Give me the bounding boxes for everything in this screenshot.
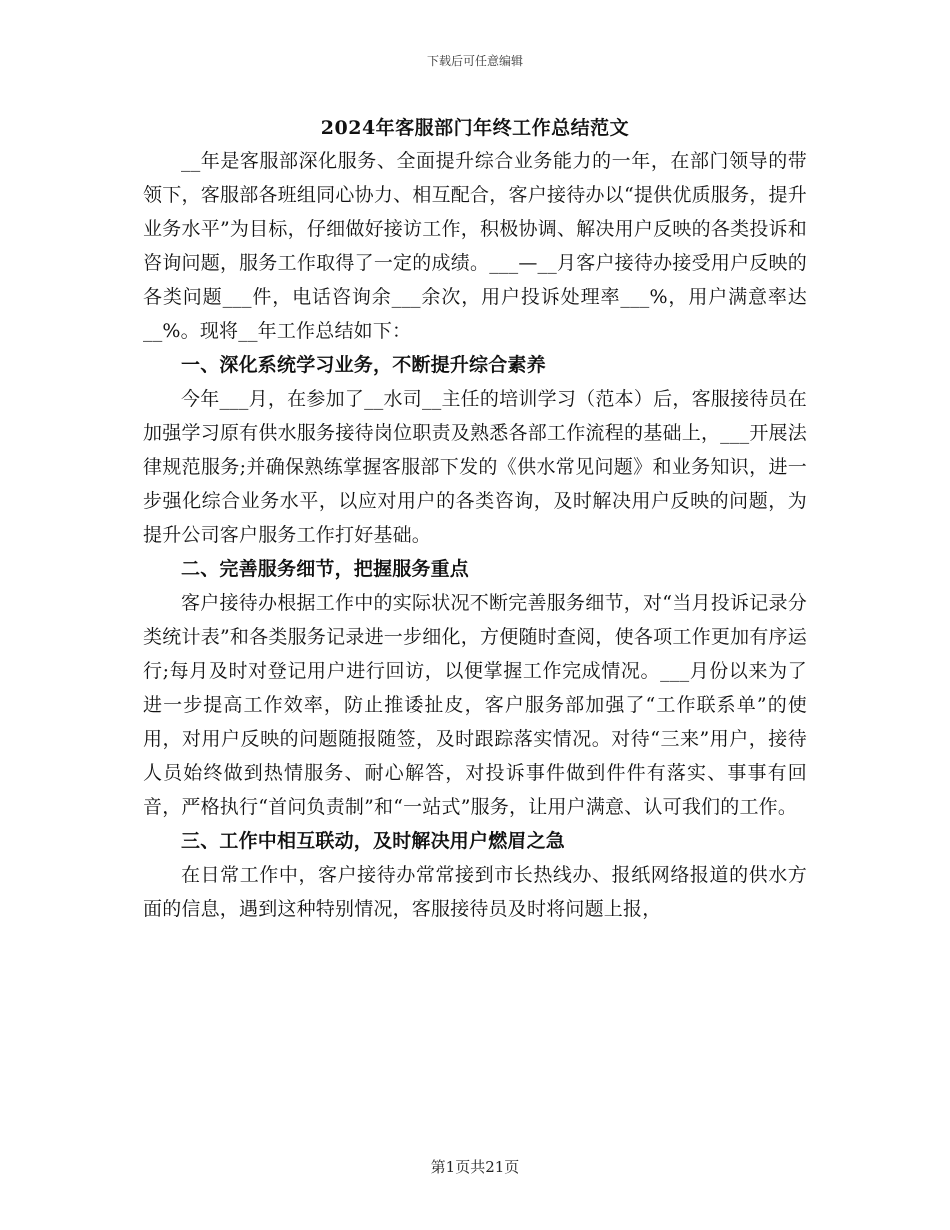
document-body [143,144,807,926]
section-3-paragraph: 在日常工作中，客户接待办常常接到市长热线办、报纸网络报道的供水方面的信息，遇到这种特别情况，客服接待员及时将问题上报， [143,864,807,920]
intro-paragraph: __年是客服部深化服务、全面提升综合业务能力的一年，在部门领导的带领下，客服部各班组同心协力、相互配合，客户接待办以“提供优质服务，提升业务水平”为目标，仔细做好接访工作，积极协调、解决用户反映的各类投诉和咨询问题，服务工作取得了一定的成绩。___—__月客户接待办接受用户反映的各类问题___件，电话咨询余___余次，用户投诉处理率___%，用户满意率达__%。现将__年工作总结如下： [143,150,807,342]
page-number: 第1页共21页 [430,1158,520,1176]
section-heading-3: 三、工作中相互联动，及时解决用户燃眉之急 [181,830,566,852]
document-title: 2024年客服部门年终工作总结范文 [320,117,630,139]
header-note: 下载后可任意编辑 [426,54,523,68]
section-1-paragraph: 今年___月，在参加了__水司__主任的培训学习（范本）后，客服接待员在加强学习原有供水服务接待岗位职责及熟悉各部工作流程的基础上，___开展法律规范服务;并确保熟练掌握客服部下发的《供水常见问题》和业务知识，进一步强化综合业务水平，以应对用户的各类咨询，及时解决用户反映的问题，为提升公司客户服务工作打好基础。 [143,388,807,546]
section-heading-2: 二、完善服务细节，把握服务重点 [181,558,470,580]
section-2-paragraph: 客户接待办根据工作中的实际状况不断完善服务细节，对“当月投诉记录分类统计表”和各类服务记录进一步细化，方便随时查阅，使各项工作更加有序运行;每月及时对登记用户进行回访，以便掌握工作完成情况。___月份以来为了进一步提高工作效率，防止推诿扯皮，客户服务部加强了“工作联系单”的使用，对用户反映的问题随报随签，及时跟踪落实情况。对待“三来”用户，接待人员始终做到热情服务、耐心解答，对投诉事件做到件件有落实、事事有回音，严格执行“首问负责制”和“一站式”服务，让用户满意、认可我们的工作。 [143,592,807,818]
section-heading-1: 一、深化系统学习业务，不断提升综合素养 [181,354,546,376]
